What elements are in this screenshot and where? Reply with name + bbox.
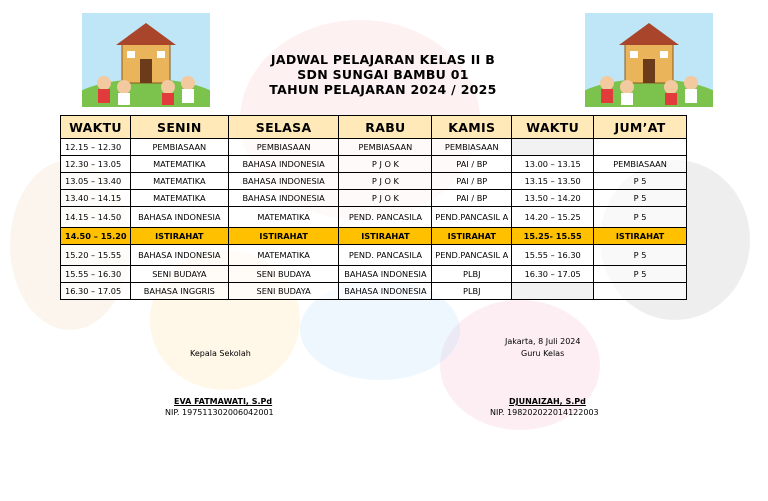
table-cell: PAI / BP [432, 173, 512, 190]
school-illustration-right [585, 13, 713, 107]
table-cell: PAI / BP [432, 190, 512, 207]
table-cell: MATEMATIKA [130, 156, 228, 173]
header-cell: JUM’AT [594, 116, 687, 139]
table-cell: BAHASA INDONESIA [228, 156, 339, 173]
table-cell: PAI / BP [432, 156, 512, 173]
principal-name: EVA FATMAWATI, S.Pd [174, 397, 273, 406]
table-cell [594, 139, 687, 156]
table-cell: BAHASA INGGRIS [130, 283, 228, 300]
school-illustration-left [82, 13, 210, 107]
table-cell: PEMBIASAAN [130, 139, 228, 156]
title-line-2: SDN SUNGAI BAMBU 01 [297, 67, 469, 82]
table-row [61, 245, 687, 266]
table-cell: 13.50 – 14.20 [512, 190, 594, 207]
table-cell: 16.30 – 17.05 [61, 283, 131, 300]
table-cell: P 5 [594, 173, 687, 190]
principal-nip: NIP. 197511302006042001 [165, 408, 274, 417]
header-cell: KAMIS [432, 116, 512, 139]
table-cell: P J O K [339, 156, 432, 173]
teacher-title: Guru Kelas [521, 349, 565, 358]
title-line-3: TAHUN PELAJARAN 2024 / 2025 [269, 82, 497, 97]
table-cell: MATEMATIKA [228, 207, 339, 228]
table-cell [512, 283, 594, 300]
table-cell: P J O K [339, 190, 432, 207]
table-cell: ISTIRAHAT [432, 228, 512, 245]
table-cell: 16.30 – 17.05 [512, 266, 594, 283]
table-cell: 15.55 – 16.30 [512, 245, 594, 266]
table-header-row [61, 116, 687, 139]
table-row [61, 190, 687, 207]
document-title [240, 52, 526, 97]
table-cell: 15.25- 15.55 [512, 228, 594, 245]
table-row [61, 207, 687, 228]
table-cell: ISTIRAHAT [228, 228, 339, 245]
table-cell: PEND. PANCASILA [339, 245, 432, 266]
table-cell: ISTIRAHAT [594, 228, 687, 245]
table-cell: SENI BUDAYA [228, 266, 339, 283]
table-cell: 12.30 – 13.05 [61, 156, 131, 173]
table-row [61, 156, 687, 173]
table-cell: BAHASA INDONESIA [228, 173, 339, 190]
header-cell: SENIN [130, 116, 228, 139]
principal-title: Kepala Sekolah [190, 349, 251, 358]
table-cell: 13.05 – 13.40 [61, 173, 131, 190]
table-cell: 15.55 – 16.30 [61, 266, 131, 283]
teacher-nip: NIP. 198202022014122003 [490, 408, 599, 417]
table-cell: 14.20 – 15.25 [512, 207, 594, 228]
teacher-name: DJUNAIZAH, S.Pd [509, 397, 586, 406]
table-cell: PLBJ [432, 266, 512, 283]
table-cell: PEMBIASAAN [432, 139, 512, 156]
table-cell: 15.20 – 15.55 [61, 245, 131, 266]
table-cell: BAHASA INDONESIA [228, 190, 339, 207]
table-cell: PLBJ [432, 283, 512, 300]
table-cell: MATEMATIKA [130, 173, 228, 190]
table-cell: SENI BUDAYA [228, 283, 339, 300]
table-cell: BAHASA INDONESIA [339, 283, 432, 300]
schedule-table [60, 115, 687, 300]
table-cell: P 5 [594, 245, 687, 266]
table-cell: P 5 [594, 266, 687, 283]
table-cell: BAHASA INDONESIA [130, 207, 228, 228]
table-cell: PEND. PANCASILA [339, 207, 432, 228]
table-cell: ISTIRAHAT [339, 228, 432, 245]
table-cell [512, 139, 594, 156]
table-cell: 14.50 – 15.20 [61, 228, 131, 245]
table-cell: PEND.PANCASIL A [432, 207, 512, 228]
header-cell: WAKTU [61, 116, 131, 139]
table-cell: PEMBIASAAN [339, 139, 432, 156]
table-cell: 13.15 – 13.50 [512, 173, 594, 190]
table-row [61, 283, 687, 300]
table-cell: P J O K [339, 173, 432, 190]
table-cell: 12.15 – 12.30 [61, 139, 131, 156]
header-cell: WAKTU [512, 116, 594, 139]
title-line-1: JADWAL PELAJARAN KELAS II B [270, 52, 496, 67]
table-cell: SENI BUDAYA [130, 266, 228, 283]
table-cell: PEND.PANCASIL A [432, 245, 512, 266]
table-row [61, 266, 687, 283]
table-row [61, 139, 687, 156]
table-cell: P 5 [594, 207, 687, 228]
table-cell: BAHASA INDONESIA [130, 245, 228, 266]
table-cell: P 5 [594, 190, 687, 207]
table-cell [594, 283, 687, 300]
place-date: Jakarta, 8 Juli 2024 [505, 337, 581, 346]
table-row-break [61, 228, 687, 245]
table-cell: 14.15 – 14.50 [61, 207, 131, 228]
table-cell: MATEMATIKA [130, 190, 228, 207]
table-row [61, 173, 687, 190]
header-cell: RABU [339, 116, 432, 139]
table-cell: PEMBIASAAN [594, 156, 687, 173]
table-cell: ISTIRAHAT [130, 228, 228, 245]
table-cell: 13.00 – 13.15 [512, 156, 594, 173]
table-cell: PEMBIASAAN [228, 139, 339, 156]
header-cell: SELASA [228, 116, 339, 139]
table-cell: MATEMATIKA [228, 245, 339, 266]
table-cell: BAHASA INDONESIA [339, 266, 432, 283]
table-cell: 13.40 – 14.15 [61, 190, 131, 207]
